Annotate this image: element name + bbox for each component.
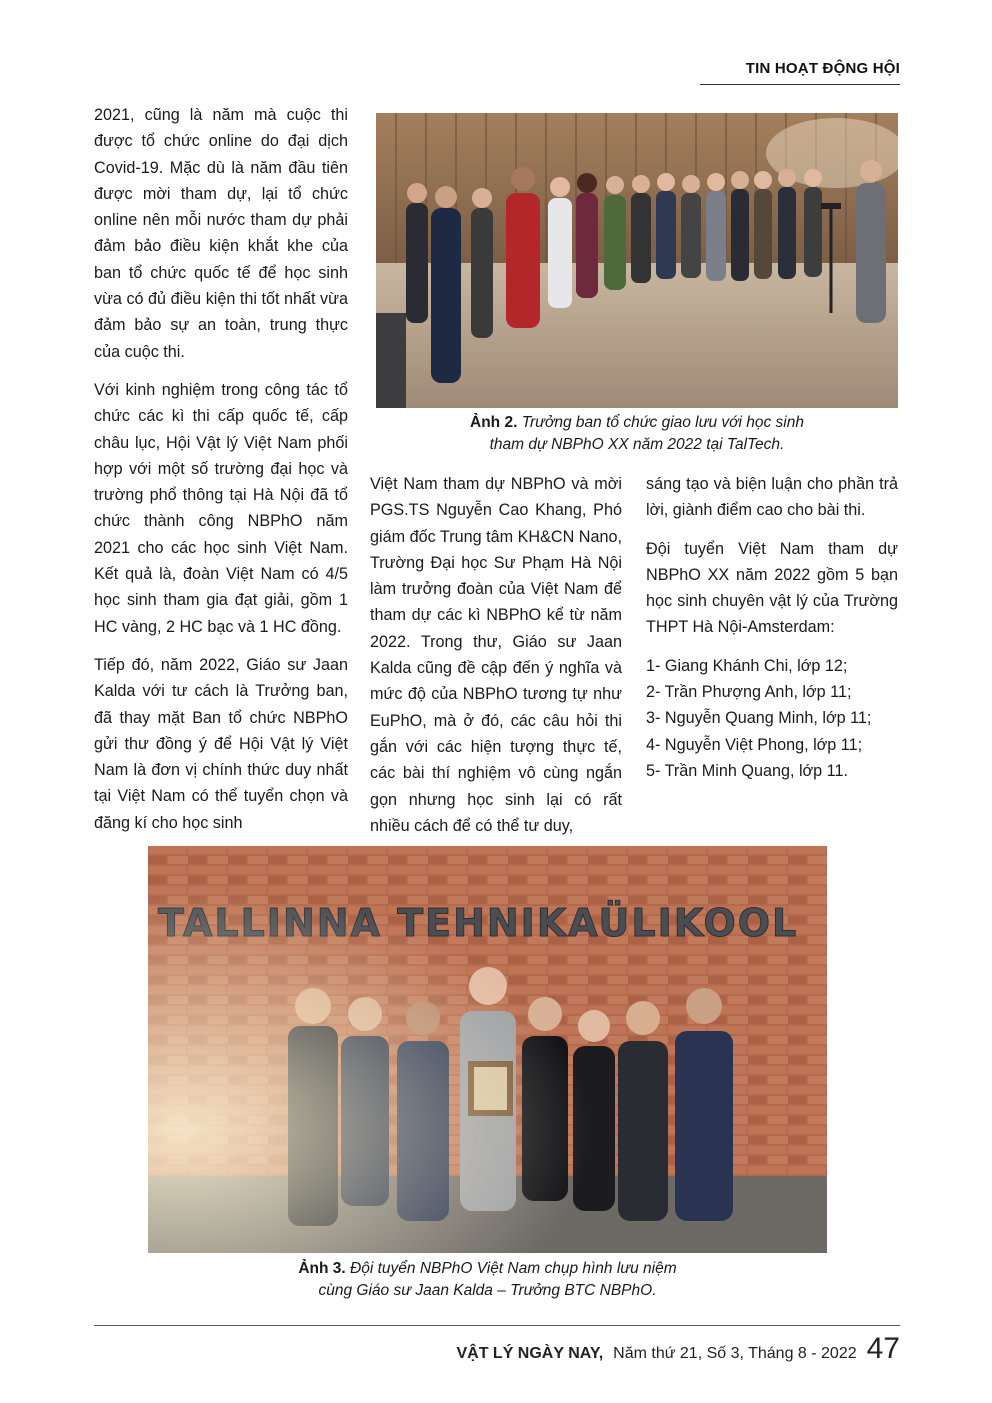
- caption-label: Ảnh 2.: [470, 414, 518, 431]
- footer: [456, 1332, 900, 1366]
- paragraph: Với kinh nghiệm trong công tác tổ chức các kì thi cấp quốc tế, cấp châu lục, Hội Vật lý Việt Nam phối hợp với một số trường đại học và trường phổ thông tại Hà Nội đã tổ chức thành công NBPhO năm 2021 cho các học sinh Việt Nam. Kết quả là, đoàn Việt Nam có 4/5 học sinh tham gia đạt giải, gồm 1 HC vàng, 2 HC bạc và 1 HC đồng.: [94, 380, 348, 636]
- photo-3-caption: [148, 1258, 827, 1302]
- paragraph: Đội tuyển Việt Nam tham dự NBPhO XX năm 2022 gồm 5 bạn học sinh chuyên vật lý của Trường THPT Hà Nội-Amsterdam:: [646, 539, 898, 637]
- issue-info: Năm thứ 21, Số 3, Tháng 8 - 2022: [613, 1345, 857, 1362]
- photo-2-caption: [376, 412, 898, 456]
- caption-text: Đội tuyển NBPhO Việt Nam chụp hình lưu niệm: [350, 1260, 677, 1277]
- list-item: 2- Trần Phượng Anh, lớp 11;: [646, 683, 852, 702]
- paragraph: 2021, cũng là năm mà cuộc thi được tổ chức online do đại dịch Covid-19. Mặc dù là năm đầu tiên được mời tham dự, lại tổ chức online nên mỗi nước tham dự phải đảm bảo điều kiện khắt khe của ban tổ chức quốc tế để học sinh vừa có đủ điều kiện thi tốt nhất vừa đảm bảo sự an toàn, trung thực của cuộc thi.: [94, 106, 348, 361]
- list-item: 4- Nguyễn Việt Phong, lớp 11;: [646, 735, 863, 754]
- section-tag: TIN HOẠT ĐỘNG HỘI: [745, 60, 900, 77]
- top-rule: [700, 84, 900, 85]
- paragraph: Việt Nam tham dự NBPhO và mời PGS.TS Nguyễn Cao Khang, Phó giám đốc Trung tâm KH&CN Nano, Trường Đại học Sư Phạm Hà Nội làm trưởng đoàn của Việt Nam để tham dự các kì NBPhO kể từ năm 2022. Trong thư, Giáo sư Jaan Kalda cũng đề cập đến ý nghĩa và mức độ của NBPhO tương tự như EuPhO, mà ở đó, các câu hỏi thi gắn với các hiện tượng thực tế, các bài thí nghiệm vô cùng ngắn gọn nhưng học sinh lại có rất nhiều cách để có thể tư duy,: [370, 475, 622, 835]
- page-number: 47: [866, 1332, 900, 1365]
- caption-label: Ảnh 3.: [298, 1260, 346, 1277]
- photo-2-reception: [376, 113, 898, 408]
- student-list: [646, 653, 898, 784]
- reception-photo-image: [376, 113, 898, 408]
- paragraph: sáng tạo và biện luận cho phần trả lời, giành điểm cao cho bài thi.: [646, 475, 898, 520]
- journal-name: VẬT LÝ NGÀY NAY,: [456, 1345, 604, 1362]
- column-3: [646, 471, 898, 784]
- list-item: 5- Trần Minh Quang, lớp 11.: [646, 761, 848, 780]
- list-item: 3- Nguyễn Quang Minh, lớp 11;: [646, 709, 872, 728]
- list-item: 1- Giang Khánh Chi, lớp 12;: [646, 656, 848, 675]
- caption-text: tham dự NBPhO XX năm 2022 tại TalTech.: [489, 436, 785, 453]
- paragraph: Tiếp đó, năm 2022, Giáo sư Jaan Kalda với tư cách là Trưởng ban, đã thay mặt Ban tổ chức NBPhO gửi thư đồng ý để Hội Vật lý Việt Nam là đơn vị chính thức duy nhất tại Việt Nam có thể tuyển chọn và đăng kí cho học sinh: [94, 655, 348, 832]
- team-photo-image: [148, 846, 827, 1253]
- footer-rule: [94, 1325, 900, 1326]
- photo-3-team: [148, 846, 827, 1253]
- column-1: [94, 102, 348, 836]
- column-2: [370, 471, 622, 839]
- caption-text: cùng Giáo sư Jaan Kalda – Trưởng BTC NBPhO.: [318, 1282, 657, 1299]
- caption-text: Trưởng ban tổ chức giao lưu với học sinh: [521, 414, 804, 431]
